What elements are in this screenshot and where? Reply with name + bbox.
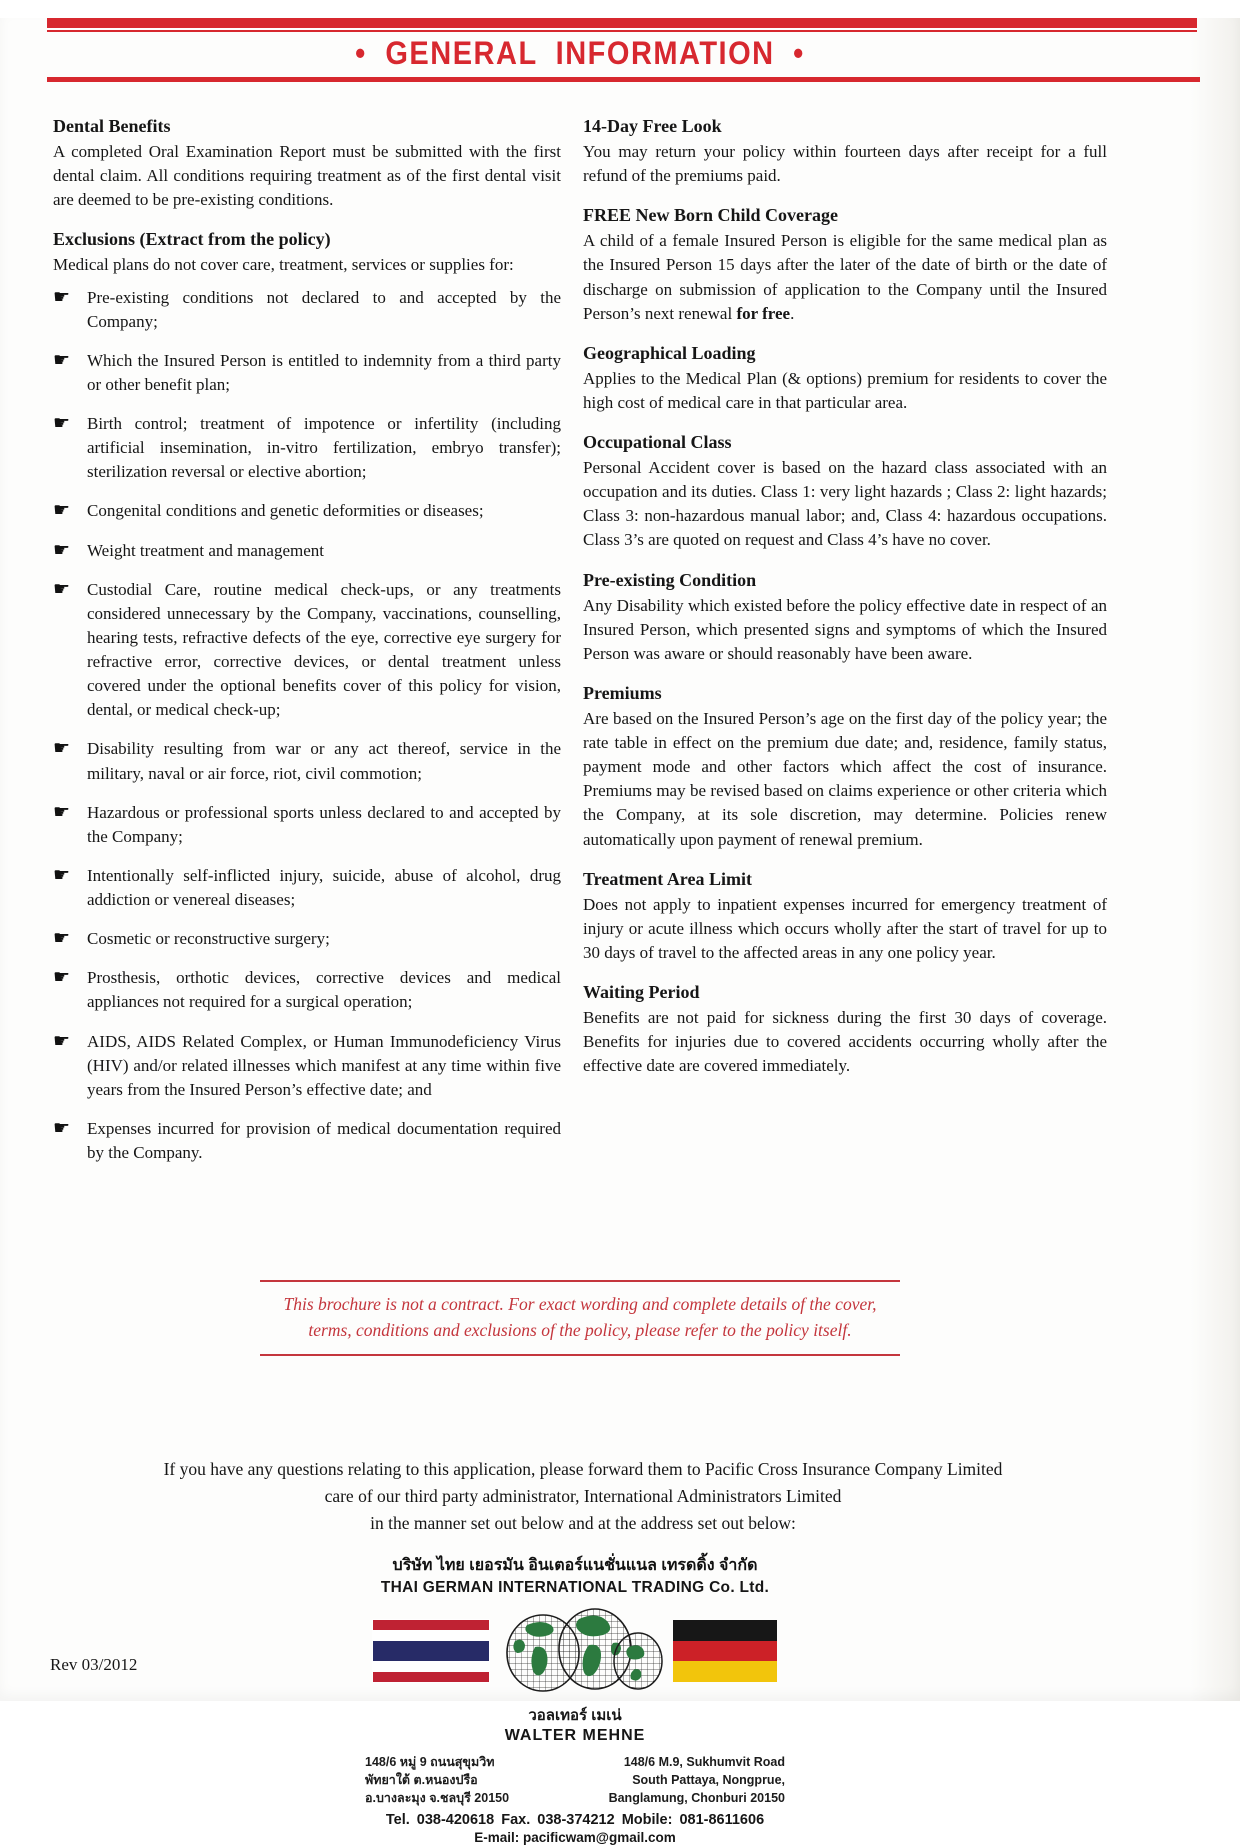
list-item (53, 1117, 561, 1165)
section-heading: Geographical Loading (583, 342, 756, 363)
list-item (53, 927, 561, 951)
section-body: Applies to the Medical Plan (& options) premium for residents to cover the high cost of medical care in that particular area. (583, 368, 1107, 412)
section-body: Personal Accident cover is based on the hazard class associated with an occupation and its duties. Class 1: very light hazards ; Class 2: light hazards; Class 3: non-hazardous manual labor; and, Class 4: hazardous occupations. Class 3’s are quoted on request and Class 4’s have no cover. (583, 458, 1107, 550)
exclusion-text: Congenital conditions and genetic deformities or diseases; (87, 501, 484, 521)
section-heading: Dental Benefits (53, 116, 171, 136)
exclusion-text: Custodial Care, routine medical check-ups, or any treatments considered unnecessary by the Company, vaccinations, counselling, hearing tests, refractive defects of the eye, corrective eye surgery for refractive error, corrective devices, or dental treatment unless covered under the optional benefits cover of this policy for vision, dental, or medical check-up; (87, 579, 561, 720)
section-heading: Pre-existing Condition (583, 569, 757, 590)
body-bold-text: for free (736, 303, 791, 323)
german-flag (673, 1620, 777, 1682)
section-body: Are based on the Insured Person’s age on the first day of the policy year; the rate table in effect on the premium due date; and, residence, family status, payment mode and other factors which affect the cost of insurance. Premiums may be revised based on claims experience or other criteria which the Company, at its sole discretion, may determine. Policies renew automatically upon payment of renewal premium. (583, 708, 1107, 849)
address-row (365, 1753, 785, 1807)
exclusion-text: Hazardous or professional sports unless declared to and accepted by the Company; (87, 802, 561, 846)
page-header (53, 38, 1107, 71)
list-item (53, 349, 561, 397)
left-column (53, 116, 561, 1182)
exclusions-list (53, 286, 561, 1166)
address-english (609, 1753, 785, 1807)
brochure-page (0, 18, 1240, 1845)
list-item (53, 1030, 561, 1102)
exclusion-text: Which the Insured Person is entitled to indemnity from a third party or other benefit plan; (87, 350, 561, 394)
pointing-hand-icon: ☛ (53, 499, 71, 522)
disclaimer-line: terms, conditions and exclusions of the policy, please refer to the policy itself. (308, 1320, 852, 1341)
exclusion-text: Birth control; treatment of impotence or infertility (including artificial insemination, in-vitro fertilization, embryo transfer); sterilization reversal or elective abortion; (87, 414, 561, 482)
section-occupational-class (583, 432, 1107, 553)
address-line: 148/6 หมู่ 9 ถนนสุขุมวิท (365, 1755, 495, 1769)
section-heading: FREE New Born Child Coverage (583, 205, 838, 226)
exclusion-text: Disability resulting from war or any act thereof, service in the military, naval or air force, riot, civil commotion; (87, 739, 561, 783)
company-name-thai: บริษัท ไทย เยอรมัน อินเตอร์แนชั่นแนล เทรดดิ้ง จำกัด (392, 1557, 758, 1574)
section-heading: Exclusions (Extract from the policy) (53, 229, 331, 250)
exclusion-text: Pre-existing conditions not declared to and accepted by the Company; (87, 287, 561, 331)
section-treatment-area-limit (583, 869, 1107, 965)
list-item (53, 801, 561, 849)
exclusion-text: Weight treatment and management (87, 540, 325, 560)
exclusion-text: Intentionally self-inflicted injury, suicide, abuse of alcohol, drug addiction or venereal diseases; (87, 865, 561, 909)
list-item (53, 578, 561, 723)
contact-line: If you have any questions relating to this application, please forward them to Pacific Cross Insurance Company Limited (163, 1458, 1003, 1479)
person-name-thai: วอลเทอร์ เมเน่ (528, 1707, 622, 1724)
section-intro: Medical plans do not cover care, treatment, services or supplies for: (53, 255, 514, 275)
logo-row (365, 1603, 785, 1699)
address-line: Banglamung, Chonburi 20150 (608, 1791, 785, 1806)
section-body: Benefits are not paid for sickness during the first 30 days of coverage. Benefits for injuries due to covered accidents occurring wholly after the effective date are covered immediately. (583, 1008, 1107, 1076)
section-body: Does not apply to inpatient expenses incurred for emergency treatment of injury or acute illness which occurs wholly after the start of travel for up to 30 days of travel to the affected areas in any one policy year. (583, 894, 1107, 962)
section-heading: Treatment Area Limit (583, 868, 752, 889)
company-logo-block (365, 1553, 785, 1845)
address-line: อ.บางละมุง จ.ชลบุรี 20150 (365, 1791, 510, 1806)
pointing-hand-icon: ☛ (53, 577, 71, 600)
address-line: South Pattaya, Nongprue, (632, 1773, 785, 1788)
exclusion-text: AIDS, AIDS Related Complex, or Human Immunodeficiency Virus (HIV) and/or related illnesses which manifest at any time within five years from the Insured Person’s effective date; and (87, 1031, 561, 1099)
pointing-hand-icon: ☛ (53, 285, 71, 308)
contact-line: care of our third party administrator, International Administrators Limited (324, 1485, 842, 1506)
section-heading: Occupational Class (583, 432, 732, 452)
flag-stripe (373, 1630, 489, 1640)
pointing-hand-icon: ☛ (53, 538, 71, 561)
list-item (53, 499, 561, 523)
company-name-english: THAI GERMAN INTERNATIONAL TRADING Co. Ltd. (380, 1579, 770, 1596)
list-item (53, 412, 561, 484)
address-line: พัทยาใต้ ต.หนองปรือ (365, 1773, 478, 1788)
list-item (53, 864, 561, 912)
section-heading: 14-Day Free Look (583, 116, 722, 136)
flag-stripe (373, 1661, 489, 1671)
pointing-hand-icon: ☛ (53, 1116, 71, 1139)
flag-stripe (673, 1620, 777, 1641)
person-name-english: WALTER MEHNE (504, 1727, 646, 1744)
pointing-hand-icon: ☛ (53, 737, 71, 760)
section-dental-benefits (53, 116, 561, 212)
list-item (53, 966, 561, 1014)
header-rule-top (47, 18, 1197, 30)
pointing-hand-icon: ☛ (53, 863, 71, 886)
body-text: . (790, 303, 795, 323)
section-heading: Premiums (583, 682, 662, 703)
section-body: A completed Oral Examination Report must be submitted with the first dental claim. All conditions requiring treatment as of the first dental visit are deemed to be pre-existing conditions. (53, 142, 561, 210)
phone-line: Tel. 038-420618 Fax. 038-374212 Mobile: 081-8611606 (385, 1812, 765, 1829)
contact-paragraph (56, 1456, 1110, 1537)
section-exclusions (53, 229, 561, 1165)
contact-line: in the manner set out below and at the address set out below: (370, 1512, 796, 1533)
pointing-hand-icon: ☛ (53, 1029, 71, 1052)
section-waiting-period (583, 982, 1107, 1078)
section-body (583, 229, 1107, 326)
section-14-day-free-look (583, 116, 1107, 188)
section-body: You may return your policy within fourteen days after receipt for a full refund of the premiums paid. (583, 142, 1107, 186)
pointing-hand-icon: ☛ (53, 348, 71, 371)
section-geographical-loading (583, 343, 1107, 415)
list-item (53, 539, 561, 563)
email-line: E-mail: pacificwam@gmail.com (474, 1830, 676, 1845)
section-body: Any Disability which existed before the policy effective date in respect of an Insured Person, which presented signs and symptoms of which the Insured Person was aware or should reasonably have been aware. (583, 595, 1107, 663)
header-rule-bottom (47, 77, 1200, 82)
globes-logo-icon (497, 1603, 665, 1699)
flag-stripe (673, 1661, 777, 1682)
disclaimer-line: This brochure is not a contract. For exact wording and complete details of the cover, (283, 1294, 877, 1315)
section-premiums (583, 683, 1107, 852)
disclaimer-notice (260, 1280, 900, 1356)
section-heading: Waiting Period (583, 982, 700, 1002)
pointing-hand-icon: ☛ (53, 927, 71, 950)
section-free-newborn-coverage (583, 205, 1107, 326)
pointing-hand-icon: ☛ (53, 966, 71, 989)
address-line: 148/6 M.9, Sukhumvit Road (623, 1755, 785, 1769)
flag-stripe (373, 1641, 489, 1662)
content-columns (53, 116, 1107, 1182)
list-item (53, 286, 561, 334)
exclusion-text: Expenses incurred for provision of medical documentation required by the Company. (87, 1118, 561, 1162)
pointing-hand-icon: ☛ (53, 412, 71, 434)
section-pre-existing-condition (583, 570, 1107, 666)
pointing-hand-icon: ☛ (53, 800, 71, 823)
flag-stripe (673, 1641, 777, 1662)
revision-note: Rev 03/2012 (50, 1655, 138, 1674)
right-column (583, 116, 1107, 1182)
body-text: A child of a female Insured Person is eligible for the same medical plan as the Insured Person 15 days after the later of the date of birth or the date of discharge on submission of application to the Company until the Insured Person’s next renewal (583, 231, 1107, 323)
exclusion-text: Prosthesis, orthotic devices, corrective devices and medical appliances not required for a surgical operation; (87, 968, 561, 1012)
list-item (53, 737, 561, 785)
flag-stripe (373, 1672, 489, 1682)
flag-stripe (373, 1620, 489, 1630)
exclusion-text: Cosmetic or reconstructive surgery; (87, 929, 330, 949)
address-thai (365, 1753, 509, 1807)
page-title: • GENERAL INFORMATION • (355, 36, 805, 72)
thai-flag (373, 1620, 489, 1682)
